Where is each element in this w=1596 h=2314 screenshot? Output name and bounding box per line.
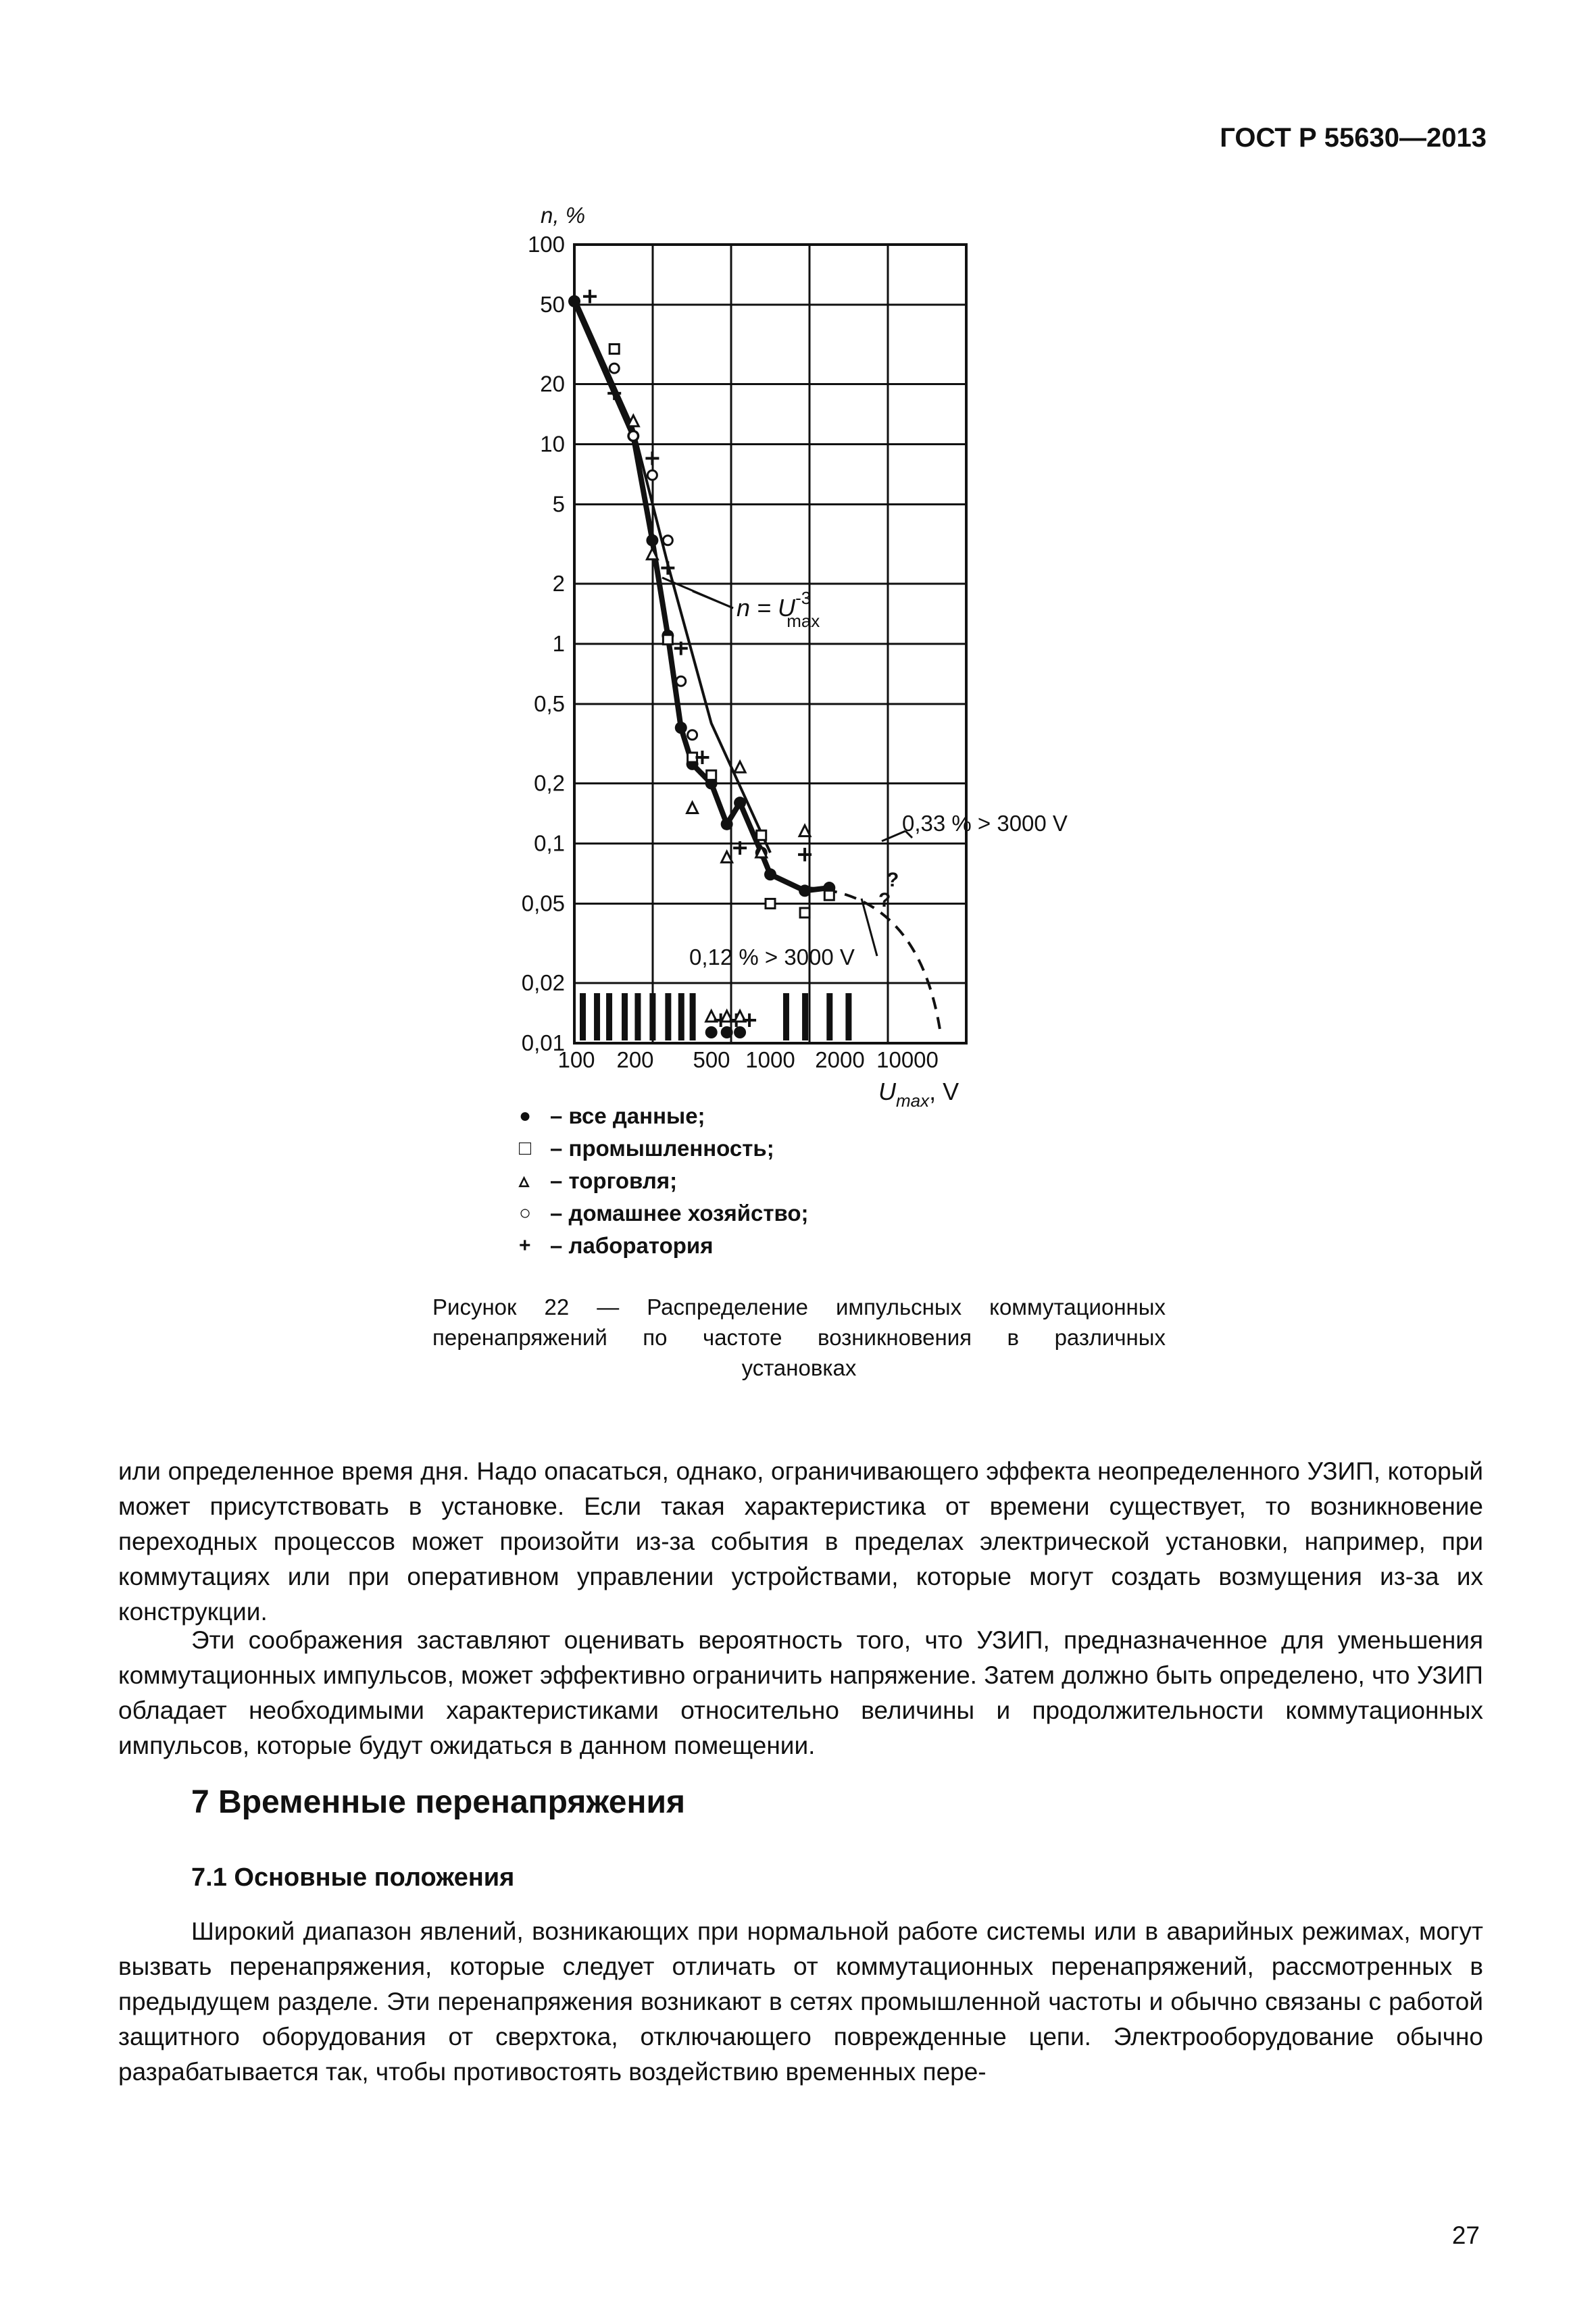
- page-number: 27: [1451, 2221, 1480, 2249]
- y-tick-label: 0,2: [534, 770, 565, 796]
- upper-note-label: 0,33 % > 3000 V: [902, 811, 1068, 836]
- data-point: [645, 451, 659, 465]
- data-point: [721, 818, 733, 830]
- question-mark-label: ?: [878, 889, 891, 911]
- y-tick-label: 20: [540, 371, 565, 397]
- bottom-bar: [622, 993, 628, 1040]
- data-point: [628, 431, 638, 441]
- bottom-bar: [783, 993, 789, 1040]
- x-tick-label: 1000: [745, 1047, 795, 1072]
- bottom-bar: [845, 993, 851, 1040]
- data-point: [743, 1013, 756, 1027]
- data-point: [734, 797, 746, 809]
- bottom-bar: [678, 993, 684, 1040]
- x-tick-label: 200: [616, 1047, 654, 1072]
- y-tick-label: 0,1: [534, 830, 565, 856]
- body-paragraph: Эти соображения заставляют оценивать вероятность того, что УЗИП, предназначенное для уменьшения коммутационных импульсов, может эффективно ограничить напряжение. Затем должно быть определено, что УЗИП обладает необходимыми характеристиками относительно величины и продолжительности коммутационных импульсов, которые будут ожидаться в данном помещении.: [118, 1626, 1483, 1759]
- lower-note-leader: [862, 899, 877, 956]
- x-tick-label: 2000: [815, 1047, 865, 1072]
- legend-item: [519, 1165, 809, 1197]
- formula-leader: [693, 591, 733, 608]
- data-point: [687, 802, 698, 813]
- lower-note-label: 0,12 % > 3000 V: [689, 945, 855, 970]
- data-point: [757, 830, 766, 840]
- legend-item: [519, 1230, 809, 1262]
- section-heading: 7 Временные перенапряжения: [191, 1784, 685, 1820]
- data-point: [734, 1026, 746, 1038]
- legend-symbol: ▵: [519, 1169, 530, 1192]
- caption-line: перенапряжений по частоте возникновения в различных: [432, 1325, 1166, 1350]
- y-tick-label: 0,5: [534, 690, 565, 716]
- bottom-bar: [594, 993, 600, 1040]
- caption-line: установках: [741, 1355, 857, 1380]
- legend-label: – домашнее хозяйство;: [550, 1201, 809, 1226]
- data-point: [609, 363, 619, 373]
- data-point: [800, 908, 809, 917]
- legend-symbol: ○: [519, 1202, 532, 1224]
- bottom-bar: [606, 993, 612, 1040]
- bottom-bar: [580, 993, 586, 1040]
- data-point: [764, 868, 776, 880]
- legend-item: [519, 1132, 809, 1165]
- question-mark-label: ?: [887, 869, 899, 891]
- data-point: [568, 295, 580, 307]
- x-tick-label: 100: [557, 1047, 595, 1072]
- y-tick-label: 10: [540, 431, 565, 457]
- data-point: [646, 534, 658, 547]
- y-tick-label: 5: [552, 491, 565, 517]
- body-paragraph: Широкий диапазон явлений, возникающих при нормальной работе системы или в аварийных режимах, могут вызвать перенапряжения, которые следует отличать от коммутационных перенапряжений, рассмотренных в предыдущем разделе. Эти перенапряжения возникают в сетях промышленной частоты и обычно связаны с работой защитного оборудования от сверхтока, отключающего поврежденные цепи. Электрооборудование обычно разрабатывается так, чтобы противостоять воздействию временных пере-: [118, 1917, 1483, 2086]
- bottom-bar: [634, 993, 641, 1040]
- x-tick-label: 500: [693, 1047, 730, 1072]
- bottom-bar: [665, 993, 671, 1040]
- data-point: [647, 470, 657, 480]
- y-tick-label: 100: [527, 232, 565, 257]
- data-point: [609, 345, 619, 354]
- data-point: [675, 722, 687, 734]
- data-point: [663, 635, 672, 645]
- bottom-bar: [690, 993, 696, 1040]
- legend-label: – промышленность;: [550, 1136, 774, 1161]
- legend-symbol: ●: [519, 1105, 532, 1127]
- chart: [0, 0, 1596, 1108]
- document-header: ГОСТ Р 55630—2013: [1220, 123, 1487, 153]
- data-point: [663, 536, 672, 545]
- y-axis-label: n, %: [541, 203, 586, 228]
- y-tick-label: 1: [552, 631, 565, 656]
- x-tick-label: 10000: [876, 1047, 939, 1072]
- y-tick-label: 0,05: [521, 890, 565, 916]
- formula-label: $n = U^{-3}$ max: [737, 588, 820, 631]
- y-tick-label: 50: [540, 291, 565, 317]
- legend-symbol: □: [519, 1137, 532, 1159]
- legend-label: – торговля;: [550, 1168, 678, 1193]
- bottom-bar: [826, 993, 832, 1040]
- caption-line: Рисунок 22 — Распределение импульсных коммутационных: [432, 1294, 1166, 1319]
- data-point: [705, 1026, 718, 1038]
- data-point: [799, 884, 811, 897]
- data-point: [661, 561, 674, 575]
- legend-symbol: +: [519, 1234, 531, 1257]
- data-point: [766, 899, 775, 908]
- y-tick-label: 0,02: [521, 970, 565, 996]
- chart-grid: [574, 245, 966, 1043]
- legend-label: – лаборатория: [550, 1233, 714, 1258]
- legend-label: – все данные;: [550, 1103, 705, 1128]
- y-tick-label: 0,01: [521, 1030, 565, 1055]
- body-paragraph: или определенное время дня. Надо опасаться, однако, ограничивающего эффекта неопределенного УЗИП, который может присутствовать в установке. Если такая характеристика от времени существует, то возникновение переходных процессов может произойти из-за события в пределах электрической установки, например, при коммутациях или при оперативном управлении устройствами, которые могут создать возмущения из-за их конструкции.: [118, 1457, 1483, 1626]
- figure-caption: [432, 1292, 1166, 1383]
- y-tick-label: 2: [552, 571, 565, 597]
- data-point: [707, 770, 716, 780]
- data-point: [734, 761, 745, 772]
- bottom-bar: [802, 993, 808, 1040]
- data-point: [676, 676, 686, 686]
- legend-item: [519, 1100, 809, 1132]
- data-point: [721, 1026, 733, 1038]
- chart-curves: [574, 297, 941, 1034]
- x-axis-label: $U_{max}$, V: [878, 1078, 959, 1108]
- chart-labels: [522, 203, 1068, 1108]
- data-point: [824, 890, 834, 900]
- bottom-bar: [649, 993, 655, 1040]
- chart-legend: [519, 1100, 809, 1262]
- subsection-heading: 7.1 Основные положения: [191, 1863, 515, 1892]
- data-point: [688, 730, 697, 740]
- legend-item: [519, 1197, 809, 1230]
- data-point: [583, 290, 597, 303]
